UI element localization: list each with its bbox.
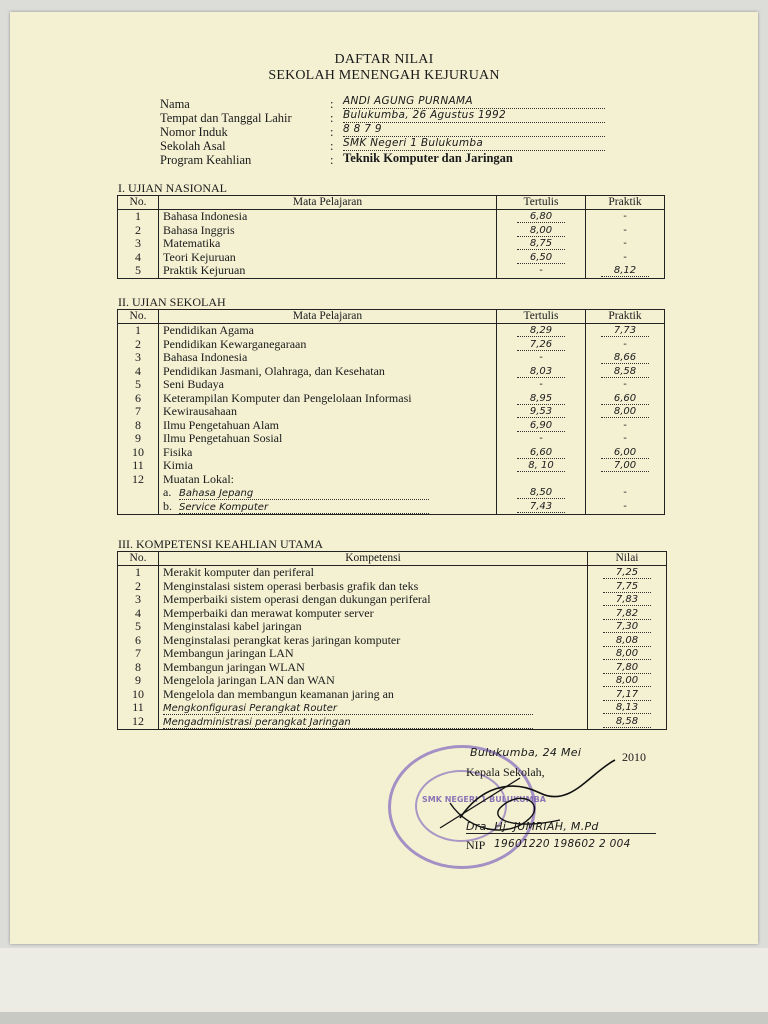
table-row: 6 Keterampilan Komputer dan Pengelolaan Informasi 8,95 6,60 [118,392,665,406]
table-row: a. Bahasa Jepang 8,50 - [118,486,665,500]
column-header: Mata Pelajaran [159,196,497,210]
identity-label: Tempat dan Tanggal Lahir [160,111,292,125]
table-row: 5 Menginstalasi kabel jaringan 7,30 [118,620,667,634]
column-header: Praktik [586,196,665,210]
identity-label: Nomor Induk [160,125,228,139]
table-row: 2 Bahasa Inggris 8,00 - [118,224,665,238]
doc-title: DAFTAR NILAI [334,52,434,67]
table-row: 10 Fisika 6,60 6,00 [118,446,665,460]
section-heading: II. UJIAN SEKOLAH [118,295,226,309]
table-row: 3 Bahasa Indonesia - 8,66 [118,351,665,365]
table-row: 4 Memperbaiki dan merawat komputer server 7,82 [118,607,667,621]
scan-edge [0,1012,768,1024]
identity-value: Teknik Komputer dan Jaringan [343,151,513,165]
column-header: No. [118,310,159,324]
column-header: Mata Pelajaran [159,310,497,324]
column-header: Nilai [588,552,667,566]
stamp-text: SMK NEGERI 1 BULUKUMBA [422,795,546,804]
identity-value: ANDI AGUNG PURNAMA [343,95,605,109]
doc-subtitle: SEKOLAH MENENGAH KEJURUAN [268,68,500,83]
column-header: Tertulis [497,310,586,324]
table-row: 11 Mengkonfigurasi Perangkat Router 8,13 [118,701,667,715]
signature-year: 2010 [622,750,646,764]
table-row: 4 Teori Kejuruan 6,50 - [118,251,665,265]
column-header: Praktik [586,310,665,324]
table-row: 9 Ilmu Pengetahuan Sosial - - [118,432,665,446]
signature-place-date: Bulukumba, 24 Mei [470,746,582,759]
signature-role: Kepala Sekolah, [466,765,545,779]
table-row: 4 Pendidikan Jasmani, Olahraga, dan Kesehatan 8,03 8,58 [118,365,665,379]
table-row: 8 Ilmu Pengetahuan Alam 6,90 - [118,419,665,433]
identity-label: Sekolah Asal [160,139,226,153]
column-header: No. [118,196,159,210]
identity-label: Program Keahlian [160,153,252,167]
table-row: 6 Menginstalasi perangkat keras jaringan komputer 8,08 [118,634,667,648]
table-row: 8 Membangun jaringan WLAN 7,80 [118,661,667,675]
table-row: 7 Membangun jaringan LAN 8,00 [118,647,667,661]
table-row: 2 Menginstalasi sistem operasi berbasis grafik dan teks 7,75 [118,580,667,594]
table-row: 1 Merakit komputer dan periferal 7,25 [118,566,667,580]
table-row: b. Service Komputer 7,43 - [118,500,665,515]
column-header: Kompetensi [159,552,588,566]
section-heading: I. UJIAN NASIONAL [118,181,227,195]
identity-label: Nama [160,97,190,111]
table-row: 11 Kimia 8, 10 7,00 [118,459,665,473]
kompetensi-table [117,551,667,730]
column-header: Tertulis [497,196,586,210]
table-row: 12 Muatan Lokal: [118,473,665,487]
table-row: 5 Seni Budaya - - [118,378,665,392]
ujian-sekolah-table [117,309,665,515]
table-row: 12 Mengadministrasi perangkat Jaringan 8,58 [118,715,667,730]
ujian-nasional-table [117,195,665,279]
nip-value: 19601220 198602 2 004 [494,838,631,850]
identity-value: Bulukumba, 26 Agustus 1992 [343,109,605,123]
table-row: 1 Pendidikan Agama 8,29 7,73 [118,324,665,338]
table-row: 5 Praktik Kejuruan - 8,12 [118,264,665,278]
table-row: 2 Pendidikan Kewarganegaraan 7,26 - [118,338,665,352]
identity-value: SMK Negeri 1 Bulukumba [343,137,605,151]
table-row: 7 Kewirausahaan 9,53 8,00 [118,405,665,419]
section-heading: III. KOMPETENSI KEAHLIAN UTAMA [118,537,324,551]
nip-label: NIP [466,838,486,852]
signature-name: Dra. Hj. JUMRIAH, M.Pd [466,820,656,834]
table-row: 1 Bahasa Indonesia 6,80 - [118,210,665,224]
table-row: 3 Matematika 8,75 - [118,237,665,251]
table-row: 10 Mengelola dan membangun keamanan jaring an 7,17 [118,688,667,702]
column-header: No. [118,552,159,566]
identity-value: 8 8 7 9 [343,123,605,137]
table-row: 3 Memperbaiki sistem operasi dengan dukungan periferal 7,83 [118,593,667,607]
table-row: 9 Mengelola jaringan LAN dan WAN 8,00 [118,674,667,688]
